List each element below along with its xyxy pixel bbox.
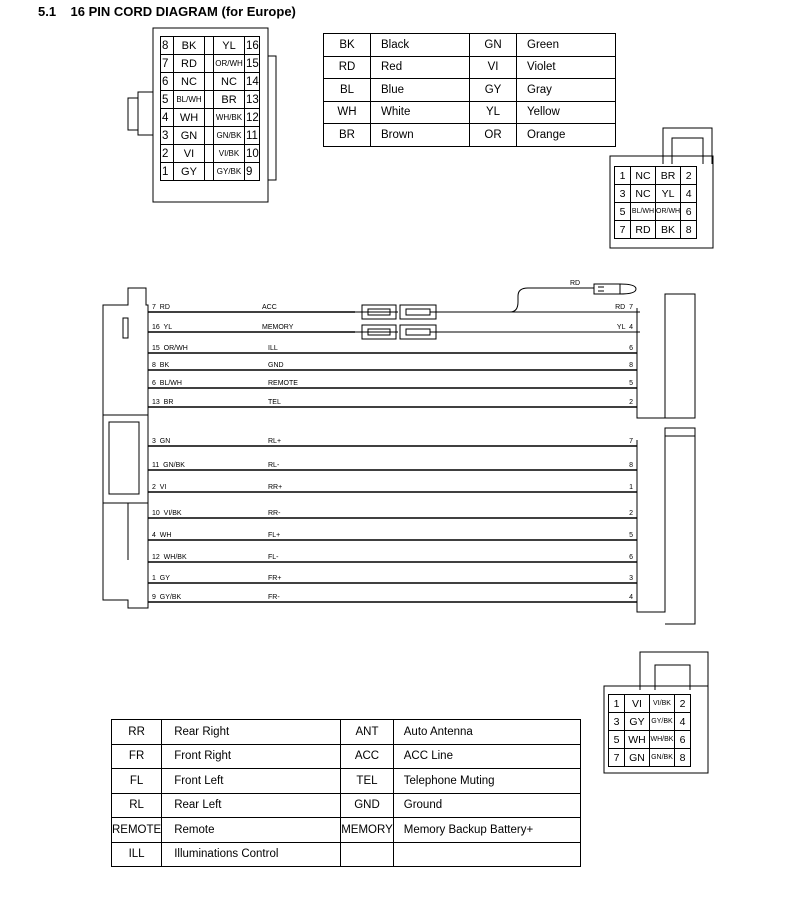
color-name: Gray bbox=[517, 79, 616, 102]
abbreviation-table bbox=[111, 719, 581, 867]
pin16-row bbox=[161, 91, 260, 109]
abbr-code: REMOTE bbox=[112, 818, 162, 843]
color-name: Green bbox=[517, 34, 616, 57]
wire-left-label: 11 GN/BK bbox=[152, 462, 185, 469]
section-number: 5.1 bbox=[38, 4, 57, 19]
pin-color: GY bbox=[174, 163, 205, 181]
wire-left-label: 2 VI bbox=[152, 484, 167, 491]
abbr-code: RL bbox=[112, 793, 162, 818]
pin-number: 3 bbox=[615, 185, 631, 203]
pin-number: 5 bbox=[609, 731, 625, 749]
pin-number: 14 bbox=[245, 73, 260, 91]
power-harness-block bbox=[637, 294, 695, 418]
wire-right-label: 2 bbox=[629, 510, 633, 517]
color-abbr: GN bbox=[470, 34, 517, 57]
pin-color: VI/BK bbox=[650, 695, 675, 713]
color-code-row bbox=[324, 101, 616, 124]
pin-color: GY bbox=[625, 713, 650, 731]
abbr-code: FR bbox=[112, 744, 162, 769]
rd-branch-label: RD bbox=[570, 280, 581, 287]
connector-row bbox=[609, 731, 691, 749]
inline-connector-details bbox=[368, 309, 430, 335]
connector-row bbox=[615, 203, 697, 221]
pin16-gap bbox=[205, 37, 214, 55]
color-abbr: GY bbox=[470, 79, 517, 102]
pin-color: WH/BK bbox=[650, 731, 675, 749]
wire-function-label: RR- bbox=[268, 510, 281, 517]
pin-number: 8 bbox=[675, 749, 691, 767]
head-unit-plug-ribs bbox=[103, 415, 148, 560]
color-abbr: BR bbox=[324, 124, 371, 147]
wire-right-label: 2 bbox=[629, 399, 633, 406]
pin-number: 3 bbox=[609, 713, 625, 731]
pin-number: 15 bbox=[245, 55, 260, 73]
abbreviation-row bbox=[112, 720, 581, 745]
wire-lines bbox=[148, 312, 637, 602]
pin-number: 5 bbox=[161, 91, 174, 109]
power-conn-tab bbox=[663, 128, 712, 164]
pin16-gap bbox=[205, 145, 214, 163]
pin-number: 11 bbox=[245, 127, 260, 145]
abbreviation-row bbox=[112, 818, 581, 843]
pin-color: BK bbox=[656, 221, 681, 239]
pin16-row bbox=[161, 55, 260, 73]
pin-number: 3 bbox=[161, 127, 174, 145]
wire-function-label: FL+ bbox=[268, 532, 281, 539]
pin-number: 13 bbox=[245, 91, 260, 109]
color-abbr: OR bbox=[470, 124, 517, 147]
wire-function-label: FL- bbox=[268, 554, 279, 561]
color-name: Brown bbox=[371, 124, 470, 147]
head-unit-plug-window bbox=[109, 422, 139, 494]
pin-color: OR/WH bbox=[214, 55, 245, 73]
abbr-code: RR bbox=[112, 720, 162, 745]
abbr-meaning: Remote bbox=[162, 818, 341, 843]
abbr-meaning: Front Right bbox=[162, 744, 341, 769]
wire-left-label: 10 VI/BK bbox=[152, 510, 182, 517]
pin-number: 12 bbox=[245, 109, 260, 127]
wire-function-label: RL+ bbox=[268, 438, 282, 445]
pin16-row bbox=[161, 127, 260, 145]
abbr-meaning bbox=[393, 842, 580, 867]
connector-row bbox=[609, 695, 691, 713]
wire-left-label: 6 BL/WH bbox=[152, 380, 182, 387]
pin-number: 2 bbox=[161, 145, 174, 163]
wire-left-label: 13 BR bbox=[152, 399, 174, 406]
wire-function-label: FR+ bbox=[268, 575, 282, 582]
abbreviation-row bbox=[112, 842, 581, 867]
wire-function-label: TEL bbox=[268, 399, 281, 406]
wire-right-label: 7 bbox=[629, 438, 633, 445]
speaker-connector-table bbox=[608, 694, 691, 767]
pin-color: RD bbox=[174, 55, 205, 73]
abbr-code: ACC bbox=[341, 744, 394, 769]
wire-left-label: 15 OR/WH bbox=[152, 345, 188, 352]
abbr-meaning: Auto Antenna bbox=[393, 720, 580, 745]
wire-right-label: 4 bbox=[629, 594, 633, 601]
wire-right-label: RD 7 bbox=[615, 304, 633, 311]
pin-number: 6 bbox=[675, 731, 691, 749]
pin-number: 4 bbox=[681, 185, 697, 203]
abbr-meaning: Rear Left bbox=[162, 793, 341, 818]
rd-bullet-terminal bbox=[594, 284, 620, 294]
pin-number: 16 bbox=[245, 37, 260, 55]
pin-color: WH bbox=[625, 731, 650, 749]
pin-color: GY/BK bbox=[650, 713, 675, 731]
pin-color: BL/WH bbox=[631, 203, 656, 221]
head-unit-plug bbox=[103, 288, 148, 608]
pin-color: BK bbox=[174, 37, 205, 55]
color-abbr: BK bbox=[324, 34, 371, 57]
pin16-row bbox=[161, 145, 260, 163]
pin16-latch bbox=[138, 92, 153, 135]
pin-number: 1 bbox=[609, 695, 625, 713]
rd-bullet-detail bbox=[598, 287, 604, 291]
pin-color: NC bbox=[214, 73, 245, 91]
wire-right-label: 3 bbox=[629, 575, 633, 582]
wire-function-label: FR- bbox=[268, 594, 280, 601]
pin-color: VI bbox=[625, 695, 650, 713]
pin-number: 6 bbox=[161, 73, 174, 91]
wire-right-label: 8 bbox=[629, 462, 633, 469]
color-code-row bbox=[324, 79, 616, 102]
pin-number: 7 bbox=[161, 55, 174, 73]
pin-number: 7 bbox=[609, 749, 625, 767]
color-abbr: YL bbox=[470, 101, 517, 124]
abbr-meaning: Rear Right bbox=[162, 720, 341, 745]
pin-number: 4 bbox=[161, 109, 174, 127]
speaker-harness-block bbox=[637, 428, 695, 624]
pin-color: OR/WH bbox=[656, 203, 681, 221]
wire-left-label: 8 BK bbox=[152, 362, 170, 369]
pin-color: GN bbox=[625, 749, 650, 767]
pin-color: WH/BK bbox=[214, 109, 245, 127]
color-name: White bbox=[371, 101, 470, 124]
pin16-gap bbox=[205, 91, 214, 109]
wire-function-label: ACC bbox=[262, 304, 277, 311]
wire-left-label: 3 GN bbox=[152, 438, 171, 445]
connector-row bbox=[609, 749, 691, 767]
pin-number: 7 bbox=[615, 221, 631, 239]
wire-right-label: 5 bbox=[629, 532, 633, 539]
wire-function-label: RL- bbox=[268, 462, 280, 469]
pin-color: NC bbox=[631, 185, 656, 203]
pin-color: VI/BK bbox=[214, 145, 245, 163]
pin-color: VI bbox=[174, 145, 205, 163]
rd-bullet-cap bbox=[620, 284, 636, 294]
abbreviation-row bbox=[112, 793, 581, 818]
wire-right-label: 1 bbox=[629, 484, 633, 491]
wire-left-label: 4 WH bbox=[152, 532, 172, 539]
pin-color: GN/BK bbox=[650, 749, 675, 767]
abbr-meaning: Telephone Muting bbox=[393, 769, 580, 794]
pin16-row bbox=[161, 37, 260, 55]
abbr-code: ANT bbox=[341, 720, 394, 745]
wire-right-label: 5 bbox=[629, 380, 633, 387]
pin-color: GN/BK bbox=[214, 127, 245, 145]
wire-left-label: 1 GY bbox=[152, 575, 170, 582]
fuse-joint-wires bbox=[355, 312, 640, 332]
abbr-code: MEMORY bbox=[341, 818, 394, 843]
pin-color: BR bbox=[656, 167, 681, 185]
color-name: Black bbox=[371, 34, 470, 57]
pin-number: 10 bbox=[245, 145, 260, 163]
pin-number: 1 bbox=[615, 167, 631, 185]
pin-number: 2 bbox=[675, 695, 691, 713]
color-name: Violet bbox=[517, 56, 616, 79]
pin-number: 5 bbox=[615, 203, 631, 221]
color-name: Blue bbox=[371, 79, 470, 102]
pin16-gap bbox=[205, 73, 214, 91]
pin-number: 1 bbox=[161, 163, 174, 181]
abbr-code bbox=[341, 842, 394, 867]
wire-right-label: 8 bbox=[629, 362, 633, 369]
rd-branch-wire bbox=[436, 288, 594, 312]
abbreviation-row bbox=[112, 769, 581, 794]
speaker-conn-tab bbox=[640, 652, 708, 690]
color-name: Yellow bbox=[517, 101, 616, 124]
abbr-meaning: Memory Backup Battery+ bbox=[393, 818, 580, 843]
pin-number: 9 bbox=[245, 163, 260, 181]
pin-color: WH bbox=[174, 109, 205, 127]
wire-function-label: GND bbox=[268, 362, 284, 369]
pin-color: YL bbox=[214, 37, 245, 55]
pin16-row bbox=[161, 163, 260, 181]
wire-right-label: 6 bbox=[629, 345, 633, 352]
pin-number: 6 bbox=[681, 203, 697, 221]
pin16-side-tab bbox=[268, 56, 276, 180]
color-abbr: VI bbox=[470, 56, 517, 79]
pin-color: BR bbox=[214, 91, 245, 109]
pin-color: NC bbox=[631, 167, 656, 185]
pin-color: YL bbox=[656, 185, 681, 203]
abbr-meaning: ACC Line bbox=[393, 744, 580, 769]
pin16-gap bbox=[205, 55, 214, 73]
wire-function-label: REMOTE bbox=[268, 380, 298, 387]
pin-color: GN bbox=[174, 127, 205, 145]
color-code-row bbox=[324, 56, 616, 79]
color-code-row bbox=[324, 124, 616, 147]
abbreviation-row bbox=[112, 744, 581, 769]
power-connector-table bbox=[614, 166, 697, 239]
power-conn-tab-inner bbox=[672, 138, 703, 164]
connector-row bbox=[615, 221, 697, 239]
pin-number: 8 bbox=[161, 37, 174, 55]
pin16-table bbox=[160, 36, 260, 181]
pin16-gap bbox=[205, 163, 214, 181]
wire-left-label: 12 WH/BK bbox=[152, 554, 187, 561]
color-abbr: RD bbox=[324, 56, 371, 79]
wire-left-label: 9 GY/BK bbox=[152, 594, 182, 601]
pin16-row bbox=[161, 73, 260, 91]
wire-left-label: 7 RD bbox=[152, 304, 170, 311]
abbr-meaning: Illuminations Control bbox=[162, 842, 341, 867]
pin-color: NC bbox=[174, 73, 205, 91]
color-abbr: BL bbox=[324, 79, 371, 102]
color-code-table bbox=[323, 33, 616, 147]
pin16-row bbox=[161, 109, 260, 127]
wire-function-label: MEMORY bbox=[262, 324, 294, 331]
pin16-latch-inner bbox=[128, 98, 138, 130]
pin-number: 4 bbox=[675, 713, 691, 731]
pin16-gap bbox=[205, 109, 214, 127]
color-code-row bbox=[324, 34, 616, 57]
wire-function-label: RR+ bbox=[268, 484, 283, 491]
pin-number: 8 bbox=[681, 221, 697, 239]
abbr-code: FL bbox=[112, 769, 162, 794]
wire-function-label: ILL bbox=[268, 345, 278, 352]
abbr-code: ILL bbox=[112, 842, 162, 867]
color-name: Red bbox=[371, 56, 470, 79]
pin-color: RD bbox=[631, 221, 656, 239]
pin16-gap bbox=[205, 127, 214, 145]
wire-right-label: YL 4 bbox=[616, 324, 633, 331]
abbr-code: GND bbox=[341, 793, 394, 818]
connector-row bbox=[615, 167, 697, 185]
abbr-meaning: Front Left bbox=[162, 769, 341, 794]
wire-left-label: 16 YL bbox=[152, 324, 173, 331]
abbr-meaning: Ground bbox=[393, 793, 580, 818]
section-title: 16 PIN CORD DIAGRAM (for Europe) bbox=[70, 4, 296, 19]
color-name: Orange bbox=[517, 124, 616, 147]
pin-color: GY/BK bbox=[214, 163, 245, 181]
connector-row bbox=[609, 713, 691, 731]
head-unit-plug-notch bbox=[123, 318, 128, 338]
pin-number: 2 bbox=[681, 167, 697, 185]
connector-row bbox=[615, 185, 697, 203]
pin-color: BL/WH bbox=[174, 91, 205, 109]
wire-right-label: 6 bbox=[629, 554, 633, 561]
abbr-code: TEL bbox=[341, 769, 394, 794]
color-abbr: WH bbox=[324, 101, 371, 124]
